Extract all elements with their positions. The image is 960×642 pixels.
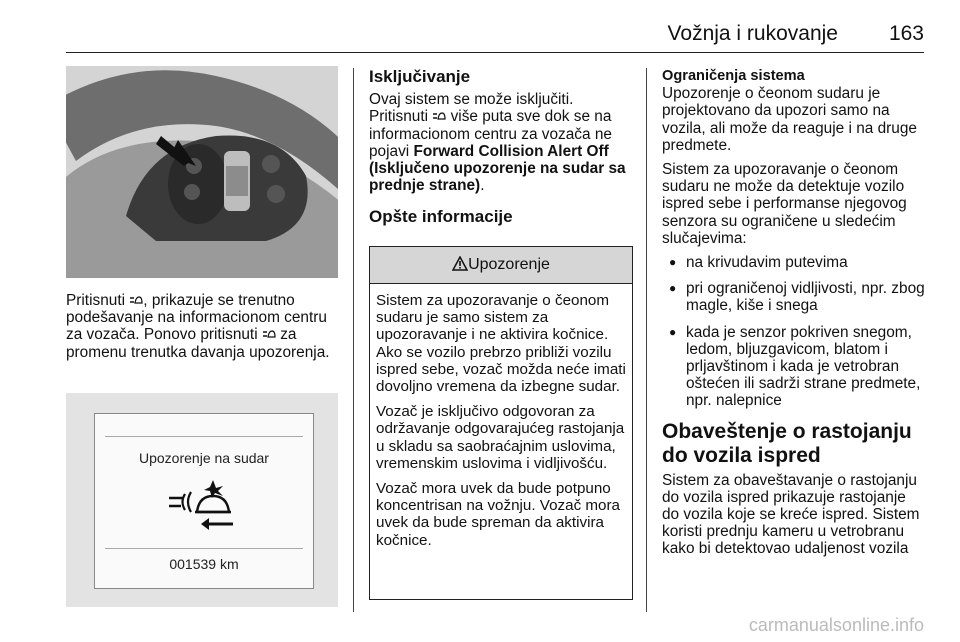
collision-alert-icon — [262, 328, 276, 340]
caption-part-3: za promenu trenutka davanja upozorenja. — [66, 326, 330, 361]
list-item: ● kada je senzor pokriven snegom, ledom, bljuzgavicom, blatom i prljavštinom i kada je vetrobran oštećen ili sadrži strane predmete, npr. nalepnice — [662, 324, 926, 410]
deactivation-end: . — [480, 177, 485, 195]
driver-info-display-figure — [66, 393, 338, 607]
warning-header — [370, 247, 632, 284]
column-2 — [369, 68, 631, 232]
watermark: carmanualsonline.info — [748, 615, 924, 635]
collision-warning-icon — [165, 478, 245, 538]
screen-divider — [105, 548, 303, 549]
warning-box — [369, 246, 633, 600]
page-header — [0, 0, 960, 56]
deactivation-text-2: više puta sve dok se na informacionom centru za vozača ne pojavi — [369, 108, 612, 160]
header-rule — [66, 52, 924, 53]
warning-paragraph: Vozač mora uvek da bude potpuno koncentrisan na vožnju. Vozač mora uvek da bude spreman da aktivira kočnice. — [376, 480, 620, 549]
collision-alert-icon — [129, 294, 143, 306]
list-item: ● na krivudavim putevima — [662, 254, 926, 271]
deactivation-text-1: Ovaj sistem se može isključiti. Pritisnuti — [369, 91, 574, 126]
limits-paragraph: Sistem za upozoravanje o čeonom sudaru ne može da detektuje vozilo ispred sebe i performanse njegovog senzora su ograničene u sledećim slučajevima: — [662, 161, 907, 247]
warning-body — [370, 284, 632, 549]
display-screen — [94, 413, 314, 589]
warning-paragraph: Vozač je isključivo odgovoran za održavanje odgovarajućeg rastojanja u skladu sa saobraćajnim uslovima, vremenskim uslovima i vidljivošću. — [376, 403, 625, 472]
deactivation-message: Forward Collision Alert Off (Isključeno upozorenje na sudar sa prednje strane) — [369, 142, 626, 195]
column-divider — [646, 68, 647, 612]
caption-part-1: Pritisnuti — [66, 292, 126, 309]
distance-paragraph: Sistem za obaveštavanje o rastojanju do vozila ispred prikazuje rastojanje do vozila koje se kreće ispred. Sistem koristi prednju kameru u vetrobranu kako bi detektovao udaljenost vozila — [662, 471, 920, 558]
screen-divider — [105, 436, 303, 437]
limits-list — [662, 254, 926, 410]
column-3 — [662, 68, 926, 565]
figure1-caption — [66, 292, 338, 368]
collision-alert-icon — [432, 110, 446, 122]
heading-general-info: Opšte informacije — [369, 207, 513, 227]
column-divider — [353, 68, 354, 612]
heading-distance-indication: Obaveštenje o rastojanju do vozila ispred — [662, 419, 912, 467]
heading-system-limits: Ograničenja sistema — [662, 68, 805, 84]
page-number: 163 — [888, 22, 924, 45]
section-title: Vožnja i rukovanje — [667, 22, 838, 45]
heading-deactivation: Isključivanje — [369, 67, 471, 86]
steering-wheel-photo — [66, 66, 338, 278]
warning-paragraph: Sistem za upozoravanje o čeonom sudaru je samo sistem za upozoravanje i ne aktivira kočnice. Ako se vozilo prebrzo približi vozilu ispred sebe, vozač možda neće imati dovoljno vremena da izbegne sudar. — [376, 292, 626, 396]
list-item: ● pri ograničenoj vidljivosti, npr. zbog magle, kiše i snega — [662, 280, 926, 314]
warning-title: Upozorenje — [468, 256, 550, 273]
limits-paragraph: Upozorenje o čeonom sudaru je projektovano da upozori samo na vozila, ali može da reaguje i na druge predmete. — [662, 85, 917, 154]
caption-part-2: , prikazuje se trenutno podešavanje na informacionom centru za vozača. Ponovo pritisnuti — [66, 292, 327, 344]
warning-triangle-icon — [452, 256, 468, 271]
odometer-readout: 001539 km — [169, 556, 239, 572]
display-message: Upozorenje na sudar — [139, 450, 269, 466]
